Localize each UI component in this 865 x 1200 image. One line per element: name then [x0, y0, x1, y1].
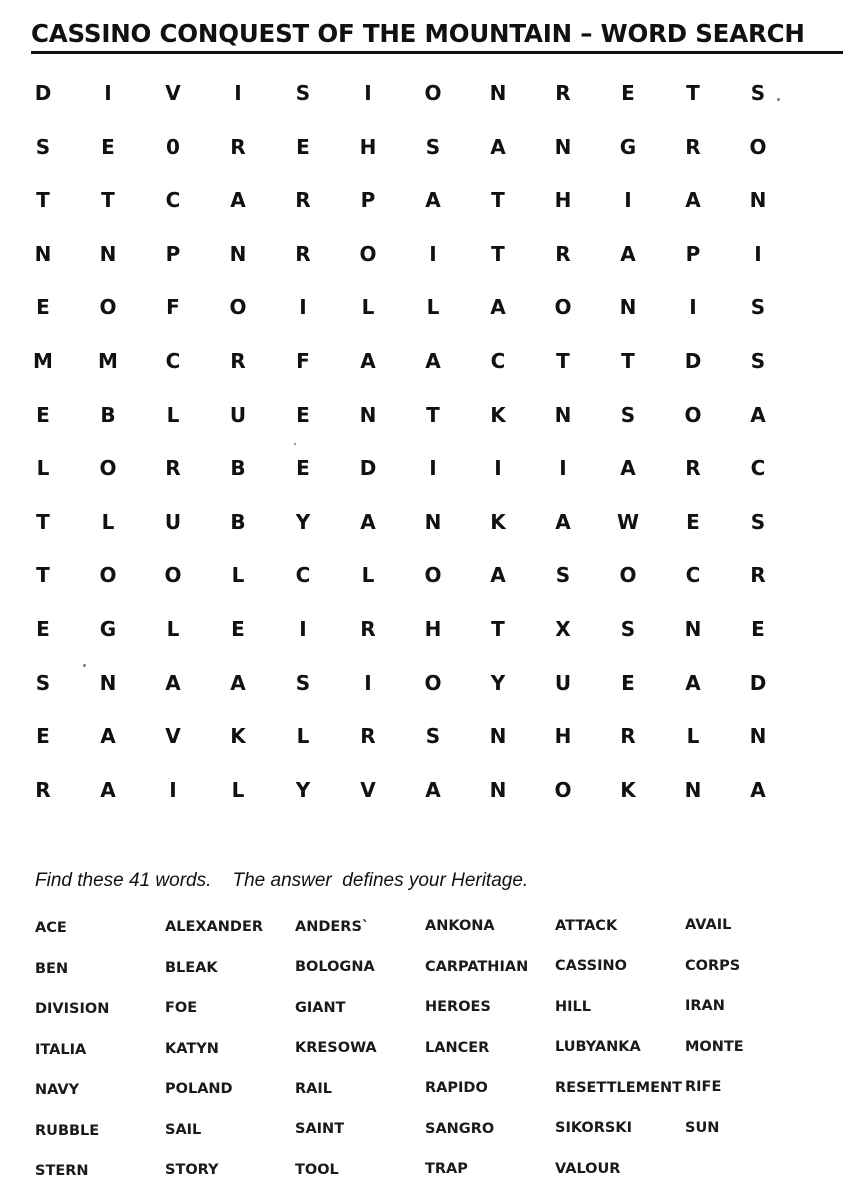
grid-letter: N [749, 724, 767, 748]
grid-letter: R [555, 242, 571, 266]
grid-letter: L [686, 724, 700, 748]
grid-letter: N [684, 617, 702, 641]
grid-letter: F [296, 349, 310, 373]
grid-letter: H [554, 724, 572, 748]
word-list-item: RAPIDO [425, 1080, 488, 1096]
grid-letter: V [165, 81, 181, 105]
grid-letter: M [98, 349, 118, 373]
grid-letter: L [296, 724, 310, 748]
grid-letter: L [101, 510, 115, 534]
word-list-item: LANCER [425, 1040, 490, 1056]
grid-letter: R [685, 135, 701, 159]
word-list-item: RUBBLE [35, 1123, 100, 1139]
word-list-item: FOE [165, 1000, 198, 1016]
grid-letter: T [556, 349, 570, 373]
grid-letter: C [295, 563, 311, 587]
grid-letter: O [99, 563, 117, 587]
grid-letter: E [621, 81, 635, 105]
grid-letter: W [616, 510, 640, 534]
word-list-item: ACE [35, 920, 67, 936]
grid-letter: I [234, 81, 242, 105]
grid-letter: I [429, 242, 437, 266]
grid-letter: E [36, 724, 50, 748]
grid-letter: O [99, 456, 117, 480]
grid-letter: S [295, 81, 311, 105]
grid-letter: A [620, 456, 636, 480]
grid-letter: I [169, 778, 177, 802]
grid-letter: M [33, 349, 53, 373]
grid-letter: R [230, 349, 246, 373]
page-title: CASSINO CONQUEST OF THE MOUNTAIN – WORD SEARCH [31, 17, 843, 54]
grid-letter: L [231, 563, 245, 587]
grid-letter: R [685, 456, 701, 480]
word-list-item: TOOL [295, 1162, 339, 1178]
word-list-item: ALEXANDER [165, 919, 264, 935]
grid-letter: I [624, 188, 632, 212]
grid-letter: S [750, 349, 766, 373]
grid-letter: L [361, 295, 375, 319]
grid-letter: E [36, 295, 50, 319]
grid-letter: R [295, 188, 311, 212]
grid-letter: R [295, 242, 311, 266]
grid-letter: A [555, 510, 571, 534]
instructions-text: Find these 41 words. The answer defines your Heritage. [35, 870, 529, 891]
grid-letter: H [554, 188, 572, 212]
grid-letter: A [490, 135, 506, 159]
grid-letter: A [230, 188, 246, 212]
grid-letter: T [36, 510, 50, 534]
grid-letter: I [754, 242, 762, 266]
grid-letter: A [230, 671, 246, 695]
grid-letter: D [684, 349, 702, 373]
grid-letter: I [559, 456, 567, 480]
grid-letter: A [685, 188, 701, 212]
word-list-item: BEN [35, 961, 69, 977]
grid-letter: N [489, 724, 507, 748]
grid-letter: X [555, 617, 571, 641]
grid-letter: S [750, 295, 766, 319]
word-list-item: DIVISION [35, 1001, 110, 1017]
word-list-item: KRESOWA [295, 1040, 377, 1056]
word-list-item: STORY [165, 1162, 219, 1178]
grid-letter: I [299, 617, 307, 641]
scan-speck [83, 664, 86, 667]
grid-letter: Y [295, 778, 311, 802]
word-list-item: BOLOGNA [295, 959, 375, 975]
grid-letter: B [230, 456, 246, 480]
word-list-item: MONTE [685, 1039, 744, 1055]
grid-letter: O [99, 295, 117, 319]
word-list-item: RIFE [685, 1079, 722, 1095]
grid-letter: R [750, 563, 766, 587]
grid-letter: S [750, 510, 766, 534]
grid-letter: S [750, 81, 766, 105]
grid-letter: S [295, 671, 311, 695]
word-list-item: SAINT [295, 1121, 345, 1137]
grid-letter: K [490, 510, 506, 534]
grid-letter: R [360, 724, 376, 748]
grid-letter: D [359, 456, 377, 480]
word-list-item: GIANT [295, 1000, 346, 1016]
grid-letter: R [360, 617, 376, 641]
grid-letter: I [364, 81, 372, 105]
grid-letter: A [685, 671, 701, 695]
word-list-item: TRAP [425, 1161, 468, 1177]
word-list-item: CORPS [685, 958, 741, 974]
grid-letter: C [165, 349, 181, 373]
grid-letter: U [554, 671, 572, 695]
grid-letter: N [424, 510, 442, 534]
grid-letter: E [296, 456, 310, 480]
word-list-item: SIKORSKI [555, 1120, 632, 1136]
grid-letter: O [424, 81, 442, 105]
grid-letter: A [360, 510, 376, 534]
grid-letter: E [751, 617, 765, 641]
grid-letter: O [619, 563, 637, 587]
grid-letter: R [35, 778, 51, 802]
grid-letter: S [35, 135, 51, 159]
grid-letter: F [166, 295, 180, 319]
grid-letter: C [750, 456, 766, 480]
word-list-item: VALOUR [555, 1161, 621, 1177]
grid-letter: S [620, 617, 636, 641]
grid-letter: A [750, 778, 766, 802]
grid-letter: E [36, 617, 50, 641]
grid-letter: R [555, 81, 571, 105]
grid-letter: S [555, 563, 571, 587]
word-list-item: LUBYANKA [555, 1039, 641, 1055]
grid-letter: L [36, 456, 50, 480]
grid-letter: Y [295, 510, 311, 534]
grid-letter: I [689, 295, 697, 319]
grid-letter: U [164, 510, 182, 534]
grid-letter: C [490, 349, 506, 373]
grid-letter: K [490, 403, 506, 427]
grid-letter: N [489, 81, 507, 105]
grid-letter: A [425, 188, 441, 212]
grid-letter: A [360, 349, 376, 373]
grid-letter: S [35, 671, 51, 695]
word-list-item: ANDERS` [295, 919, 370, 935]
grid-letter: L [361, 563, 375, 587]
grid-letter: S [425, 724, 441, 748]
grid-letter: P [360, 188, 376, 212]
grid-letter: O [424, 563, 442, 587]
grid-letter: O [359, 242, 377, 266]
grid-letter: A [620, 242, 636, 266]
grid-letter: N [554, 135, 572, 159]
grid-letter: B [230, 510, 246, 534]
grid-letter: E [36, 403, 50, 427]
word-list-item: SUN [685, 1120, 720, 1136]
grid-letter: D [749, 671, 767, 695]
grid-letter: T [491, 242, 505, 266]
grid-letter: I [299, 295, 307, 319]
grid-letter: S [620, 403, 636, 427]
word-list-item: SAIL [165, 1122, 202, 1138]
grid-letter: N [684, 778, 702, 802]
grid-letter: S [425, 135, 441, 159]
word-list-item: ITALIA [35, 1042, 87, 1058]
grid-letter: I [429, 456, 437, 480]
word-list-item: BLEAK [165, 960, 218, 976]
grid-letter: H [424, 617, 442, 641]
grid-letter: 0 [166, 135, 180, 159]
grid-letter: O [554, 295, 572, 319]
grid-letter: N [554, 403, 572, 427]
grid-letter: Y [490, 671, 506, 695]
word-list-item: SANGRO [425, 1121, 495, 1137]
grid-letter: P [685, 242, 701, 266]
word-list-item: KATYN [165, 1041, 219, 1057]
grid-letter: A [425, 349, 441, 373]
word-list-item: NAVY [35, 1082, 80, 1098]
grid-letter: T [101, 188, 115, 212]
grid-letter: N [619, 295, 637, 319]
grid-letter: L [426, 295, 440, 319]
grid-letter: E [231, 617, 245, 641]
word-list-item: POLAND [165, 1081, 233, 1097]
grid-letter: O [424, 671, 442, 695]
word-list-item: ANKONA [425, 918, 495, 934]
grid-letter: U [229, 403, 247, 427]
grid-letter: V [360, 778, 376, 802]
grid-letter: T [621, 349, 635, 373]
word-list-item: AVAIL [685, 917, 732, 933]
word-list-item: HILL [555, 999, 592, 1015]
grid-letter: E [101, 135, 115, 159]
grid-letter: C [165, 188, 181, 212]
grid-letter: T [686, 81, 700, 105]
grid-letter: N [229, 242, 247, 266]
scan-speck [777, 98, 780, 101]
grid-letter: N [749, 188, 767, 212]
grid-letter: H [359, 135, 377, 159]
grid-letter: E [621, 671, 635, 695]
grid-letter: O [684, 403, 702, 427]
grid-letter: O [749, 135, 767, 159]
scan-speck [294, 443, 296, 445]
grid-letter: A [750, 403, 766, 427]
grid-letter: E [296, 135, 310, 159]
grid-letter: K [620, 778, 636, 802]
grid-letter: A [490, 295, 506, 319]
word-list-item: RAIL [295, 1081, 333, 1097]
grid-letter: T [426, 403, 440, 427]
word-list-item: IRAN [685, 998, 725, 1014]
grid-letter: I [364, 671, 372, 695]
grid-letter: E [296, 403, 310, 427]
grid-letter: O [164, 563, 182, 587]
grid-letter: A [425, 778, 441, 802]
grid-letter: A [100, 724, 116, 748]
grid-letter: A [165, 671, 181, 695]
grid-letter: K [230, 724, 246, 748]
grid-letter: E [686, 510, 700, 534]
grid-letter: A [490, 563, 506, 587]
grid-letter: N [99, 671, 117, 695]
grid-letter: O [554, 778, 572, 802]
grid-letter: R [165, 456, 181, 480]
grid-letter: L [166, 403, 180, 427]
grid-letter: C [685, 563, 701, 587]
grid-letter: N [99, 242, 117, 266]
grid-letter: T [36, 188, 50, 212]
grid-letter: L [231, 778, 245, 802]
grid-letter: G [619, 135, 637, 159]
word-list-item: STERN [35, 1163, 89, 1179]
grid-letter: R [620, 724, 636, 748]
word-list-item: CASSINO [555, 958, 627, 974]
grid-letter: I [104, 81, 112, 105]
grid-letter: T [491, 617, 505, 641]
grid-letter: G [99, 617, 117, 641]
grid-letter: B [100, 403, 116, 427]
grid-letter: A [100, 778, 116, 802]
grid-letter: V [165, 724, 181, 748]
grid-letter: I [494, 456, 502, 480]
word-list-item: CARPATHIAN [425, 959, 529, 975]
grid-letter: R [230, 135, 246, 159]
grid-letter: T [36, 563, 50, 587]
grid-letter: T [491, 188, 505, 212]
grid-letter: O [229, 295, 247, 319]
grid-letter: N [489, 778, 507, 802]
grid-letter: D [34, 81, 52, 105]
word-list-item: ATTACK [555, 918, 618, 934]
grid-letter: N [359, 403, 377, 427]
word-list-item: HEROES [425, 999, 491, 1015]
grid-letter: P [165, 242, 181, 266]
grid-letter: N [34, 242, 52, 266]
grid-letter: L [166, 617, 180, 641]
word-list-item: RESETTLEMENT [555, 1080, 683, 1096]
